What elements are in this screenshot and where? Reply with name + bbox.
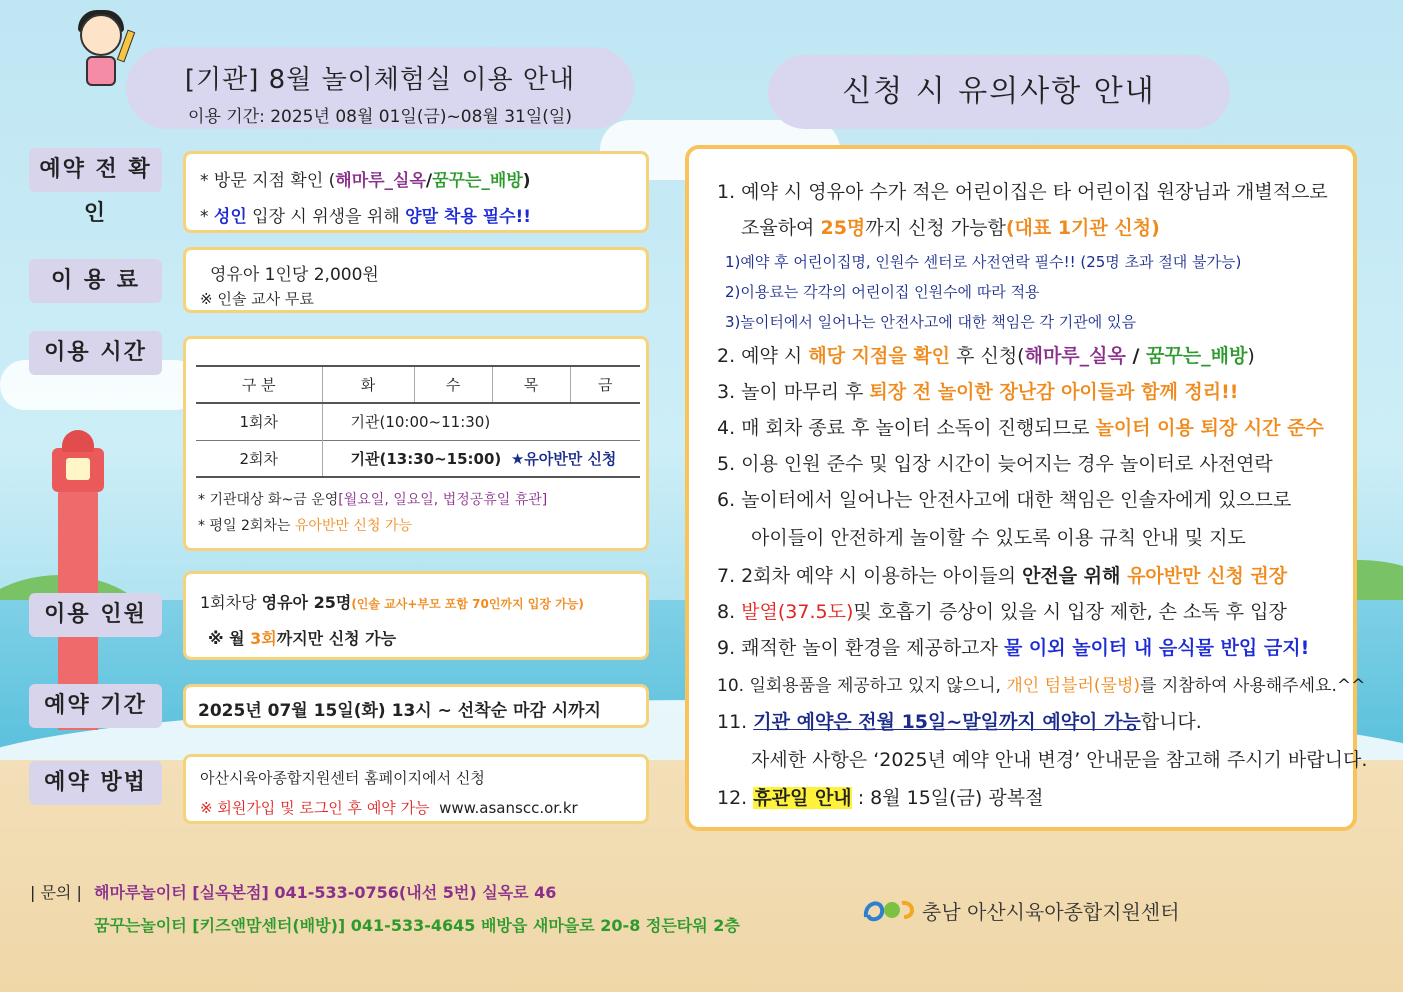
notice-item-6a: 6. 놀이터에서 일어나는 안전사고에 대한 책임은 인솔자에게 있으므로 (717, 489, 1292, 511)
label-fee: 이 용 료 (29, 259, 162, 303)
footer-inquiry-label: | 문의 | (30, 883, 82, 902)
table-header: 목 (492, 366, 570, 403)
schedule-table (196, 365, 640, 478)
table-header: 구 분 (196, 366, 322, 403)
notice-sub-1: 1)예약 후 어린이집명, 인원수 센터로 사전연락 필수!! (25명 초과 절대 불가능) (725, 253, 1242, 271)
method-line1: 아산시육아종합지원센터 홈페이지에서 신청 (200, 769, 485, 787)
notice-item-12: 12. 휴관일 안내 : 8월 15일(금) 광복절 (717, 787, 1044, 809)
notice-item-11b: 자세한 사항은 ‘2025년 예약 안내 변경’ 안내문을 참고해 주시기 바랍니다. (751, 749, 1368, 771)
schedule-note1: * 기관대상 화~금 운영[월요일, 일요일, 법정공휴일 휴관] (198, 492, 548, 508)
notice-title-banner (768, 55, 1230, 129)
footer-org-name: 충남 아산시육아종합지원센터 (922, 900, 1180, 924)
fee-line2: ※ 인솔 교사 무료 (200, 290, 314, 308)
table-cell: 1회차 (196, 403, 322, 440)
notice-item-7: 7. 2회차 예약 시 이용하는 아이들의 안전을 위해 유아반만 신청 권장 (717, 565, 1288, 587)
table-header: 수 (414, 366, 492, 403)
notice-sub-2: 2)이용료는 각각의 어린이집 인원수에 따라 적용 (725, 283, 1040, 301)
method-box (183, 754, 649, 824)
fee-line1: 영유아 1인당 2,000원 (210, 265, 379, 285)
notice-item-1b: 조율하여 25명까지 신청 가능함(대표 1기관 신청) (741, 217, 1160, 239)
notice-item-5: 5. 이용 인원 준수 및 입장 시간이 늦어지는 경우 놀이터로 사전연락 (717, 453, 1273, 475)
schedule-box (183, 336, 649, 551)
website-link[interactable]: www.asanscc.or.kr (439, 799, 578, 817)
notice-item-1a: 1. 예약 시 영유아 수가 적은 어린이집은 타 어린이집 원장님과 개별적으로 (717, 181, 1328, 203)
schedule-note2: * 평일 2회차는 유아반만 신청 가능 (198, 518, 412, 534)
pre-check-box (183, 151, 649, 233)
notice-item-4: 4. 매 회차 종료 후 놀이터 소독이 진행되므로 놀이터 이용 퇴장 시간 준수 (717, 417, 1324, 439)
pre-check-line2: * 성인 입장 시 위생을 위해 양말 착용 필수!! (200, 207, 532, 227)
table-cell: 기관(10:00~11:30) (322, 403, 640, 440)
reservation-period-text: 2025년 07월 15일(화) 13시 ~ 선착순 마감 시까지 (198, 701, 601, 721)
label-time: 이용 시간 (29, 331, 162, 375)
people-line1: 1회차당 영유아 25명(인솔 교사+부모 포함 70인까지 입장 가능) (200, 593, 584, 612)
label-people: 이용 인원 (29, 593, 162, 637)
notice-item-2: 2. 예약 시 해당 지점을 확인 후 신청(해마루_실옥 / 꿈꾸는_배방) (717, 345, 1255, 367)
notice-item-3: 3. 놀이 마무리 후 퇴장 전 놀이한 장난감 아이들과 함께 정리!! (717, 381, 1239, 403)
label-period: 예약 기간 (29, 684, 162, 728)
table-row (196, 366, 640, 403)
fee-box (183, 247, 649, 313)
label-pre-check: 예약 전 확인 (29, 148, 162, 192)
method-line2: ※ 회원가입 및 로그인 후 예약 가능 www.asanscc.or.kr (200, 799, 578, 817)
notice-item-11a: 11. 기관 예약은 전월 15일~말일까지 예약이 가능합니다. (717, 711, 1202, 733)
notice-item-10: 10. 일회용품을 제공하고 있지 않으니, 개인 텀블러(물병)를 지참하여 사용해주세요.^^ (717, 676, 1366, 696)
notice-item-9: 9. 쾌적한 놀이 환경을 제공하고자 물 이외 놀이터 내 음식물 반입 금지! (717, 637, 1310, 659)
table-header: 화 (322, 366, 414, 403)
table-row (196, 440, 640, 477)
people-line2: ※ 월 3회까지만 신청 가능 (208, 629, 397, 648)
notice-item-6b: 아이들이 안전하게 놀이할 수 있도록 이용 규칙 안내 및 지도 (751, 527, 1246, 549)
usage-period: 이용 기간: 2025년 08월 01일(금)~08월 31일(일) (188, 107, 572, 127)
notice-sub-3: 3)놀이터에서 일어나는 안전사고에 대한 책임은 각 기관에 있음 (725, 313, 1137, 331)
notice-title: 신청 시 유의사항 안내 (842, 74, 1156, 109)
notice-box (685, 145, 1368, 831)
page-title: [기관] 8월 놀이체험실 이용 안내 (184, 65, 576, 95)
center-logo-icon (862, 895, 916, 925)
table-cell: 2회차 (196, 440, 322, 477)
table-header: 금 (570, 366, 640, 403)
footer-contact-2: 꿈꾸는놀이터 [키즈앤맘센터(배방)] 041-533-4645 배방읍 새마을로 20-8 정든타워 2층 (94, 916, 740, 935)
period-box (183, 684, 649, 728)
table-cell: 기관(13:30~15:00) ★유아반만 신청 (322, 440, 640, 477)
table-row (196, 403, 640, 440)
footer-contact-1: 해마루놀이터 [실옥본점] 041-533-0756(내선 5번) 실옥로 46 (94, 883, 557, 902)
label-method: 예약 방법 (29, 761, 162, 805)
notice-item-8: 8. 발열(37.5도)및 호흡기 증상이 있을 시 입장 제한, 손 소독 후 입장 (717, 601, 1287, 623)
people-box (183, 571, 649, 660)
pre-check-line1: * 방문 지점 확인 (해마루_실옥/꿈꾸는_배방) (200, 171, 531, 191)
page-title-banner (126, 47, 634, 129)
